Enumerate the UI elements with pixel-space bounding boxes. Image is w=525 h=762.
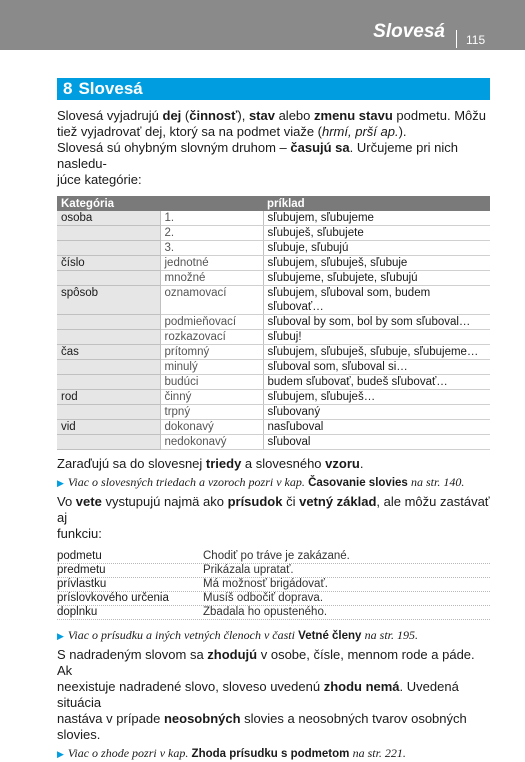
- example-cell: sľubovaný: [263, 405, 490, 420]
- table-row: [57, 345, 490, 360]
- example-cell: sľubuješ, sľubujete: [263, 226, 490, 241]
- table-row: [57, 256, 490, 271]
- function-row: [57, 578, 490, 592]
- table-header-row: [57, 196, 490, 211]
- section-title: Slovesá: [78, 79, 143, 98]
- example-cell: sľuboval: [263, 435, 490, 450]
- subcategory-cell: 3.: [160, 241, 263, 256]
- table-row: [57, 226, 490, 241]
- subcategory-cell: oznamovací: [160, 286, 263, 315]
- function-example: Prikázala upratať.: [203, 564, 294, 576]
- function-name: predmetu: [57, 564, 106, 576]
- example-cell: sľubuje, sľubujú: [263, 241, 490, 256]
- function-example: Chodiť po tráve je zakázané.: [203, 550, 350, 562]
- function-example: Musíš odbočiť doprava.: [203, 592, 324, 604]
- paragraph-categories: Slovesá sú ohybným slovným druhom – časujú sa. Určujeme pri nich nasledu- júce kategórie:: [57, 140, 459, 187]
- header-divider: [456, 30, 457, 48]
- table-row: [57, 286, 490, 315]
- category-cell: rod: [57, 390, 160, 405]
- subcategory-cell: minulý: [160, 360, 263, 375]
- function-name: doplnku: [57, 606, 98, 618]
- subcategory-cell: 1.: [160, 211, 263, 226]
- function-row: [57, 592, 490, 606]
- category-cell: spôsob: [57, 286, 160, 315]
- cross-reference[interactable]: ▶ Viac o zhode pozri v kap. Zhoda prísudku s podmetom na str. 221.: [57, 746, 406, 760]
- paragraph-classes: Zaraďujú sa do slovesnej triedy a slovesného vzoru.: [57, 456, 364, 471]
- example-cell: sľubuj!: [263, 330, 490, 345]
- table-row: [57, 241, 490, 256]
- page-number: 115: [466, 33, 486, 47]
- subcategory-cell: 2.: [160, 226, 263, 241]
- paragraph-intro: Slovesá vyjadrujú dej (činnosť), stav alebo zmenu stavu podmetu. Môžu tiež vyjadrovať dej, ktorý sa na podmet viaže (hrmí, prší ap.).: [57, 108, 486, 139]
- subcategory-cell: prítomný: [160, 345, 263, 360]
- functions-list: [57, 550, 490, 620]
- section-heading: [57, 78, 490, 100]
- paragraph-agreement: S nadradeným slovom sa zhodujú v osobe, čísle, mennom rode a páde. Ak neexistuje nadradené slovo, sloveso uvedenú zhodu nemá. Uvedená situácia nastáva v prípade neosobných slovies a neosobných tvarov osobných slovies.: [57, 647, 475, 742]
- category-cell: [57, 226, 160, 241]
- example-cell: sľuboval by som, bol by som sľuboval…: [263, 315, 490, 330]
- category-cell: číslo: [57, 256, 160, 271]
- function-name: prívlastku: [57, 578, 107, 590]
- categories-table: [57, 196, 490, 450]
- table-row: [57, 390, 490, 405]
- example-cell: sľubujem, sľubuješ…: [263, 390, 490, 405]
- table-row: [57, 360, 490, 375]
- category-cell: [57, 435, 160, 450]
- subcategory-cell: jednotné: [160, 256, 263, 271]
- table-row: [57, 271, 490, 286]
- category-cell: čas: [57, 345, 160, 360]
- table-row: [57, 211, 490, 226]
- page-header: [0, 0, 525, 50]
- category-cell: vid: [57, 420, 160, 435]
- function-name: príslovkového určenia: [57, 592, 169, 604]
- subcategory-cell: rozkazovací: [160, 330, 263, 345]
- function-example: Má možnosť brigádovať.: [203, 578, 328, 590]
- function-example: Zbadala ho opusteného.: [203, 606, 328, 618]
- category-cell: [57, 375, 160, 390]
- example-cell: budem sľubovať, budeš sľubovať…: [263, 375, 490, 390]
- example-cell: sľubujem, sľubuješ, sľubuje: [263, 256, 490, 271]
- cross-reference[interactable]: ▶ Viac o slovesných triedach a vzoroch pozri v kap. Časovanie slovies na str. 140.: [57, 475, 465, 489]
- table-header-cell: [160, 196, 263, 211]
- triangle-right-icon: ▶: [57, 478, 64, 488]
- category-cell: osoba: [57, 211, 160, 226]
- table-row: [57, 405, 490, 420]
- example-cell: sľubujeme, sľubujete, sľubujú: [263, 271, 490, 286]
- category-cell: [57, 315, 160, 330]
- subcategory-cell: množné: [160, 271, 263, 286]
- triangle-right-icon: ▶: [57, 631, 64, 641]
- function-name: podmetu: [57, 550, 102, 562]
- category-cell: [57, 360, 160, 375]
- category-cell: [57, 271, 160, 286]
- subcategory-cell: činný: [160, 390, 263, 405]
- triangle-right-icon: ▶: [57, 749, 64, 759]
- category-cell: [57, 405, 160, 420]
- function-row: [57, 550, 490, 564]
- function-row: [57, 606, 490, 620]
- subcategory-cell: podmieňovací: [160, 315, 263, 330]
- table-row: [57, 315, 490, 330]
- table-row: [57, 435, 490, 450]
- page-content: [57, 78, 490, 762]
- subcategory-cell: dokonavý: [160, 420, 263, 435]
- example-cell: nasľuboval: [263, 420, 490, 435]
- table-header-cell: príklad: [263, 196, 490, 211]
- category-cell: [57, 241, 160, 256]
- subcategory-cell: trpný: [160, 405, 263, 420]
- running-title: Slovesá: [373, 21, 445, 42]
- cross-reference[interactable]: ▶ Viac o prísudku a iných vetných členoch v časti Vetné členy na str. 195.: [57, 628, 418, 642]
- example-cell: sľubujem, sľuboval som, budem sľubovať…: [263, 286, 490, 315]
- subcategory-cell: budúci: [160, 375, 263, 390]
- table-row: [57, 330, 490, 345]
- category-cell: [57, 330, 160, 345]
- example-cell: sľubujem, sľubujeme: [263, 211, 490, 226]
- subcategory-cell: nedokonavý: [160, 435, 263, 450]
- section-number: 8: [63, 79, 73, 98]
- table-row: [57, 375, 490, 390]
- paragraph-functions: Vo vete vystupujú najmä ako prísudok či vetný základ, ale môžu zastávať aj funkciu:: [57, 494, 490, 541]
- example-cell: sľubujem, sľubuješ, sľubuje, sľubujeme…: [263, 345, 490, 360]
- table-row: [57, 420, 490, 435]
- function-row: [57, 564, 490, 578]
- table-header-cell: Kategória: [57, 196, 160, 211]
- example-cell: sľuboval som, sľuboval si…: [263, 360, 490, 375]
